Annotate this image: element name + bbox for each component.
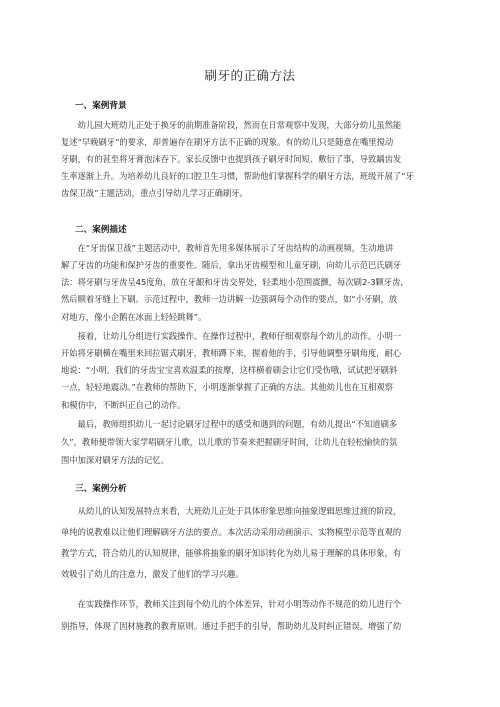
page-title: 刷牙的正确方法: [204, 68, 296, 83]
paragraph-line: 然后顺着牙缝上下刷。示范过程中，教师一边讲解一边强调每个动作的要点，如“小牙刷，放: [61, 294, 398, 304]
paragraph-line: 一点，轻轻地震动。”在教师的帮助下，小明逐渐掌握了正确的方法。其他幼儿也在互相观察: [61, 382, 394, 392]
paragraph-line: 复述“早晚刷牙”的要求，却普遍存在刷牙方法不正确的现象。有的幼儿只是随意在嘴里搅动: [61, 137, 394, 147]
paragraph-line: 生率逐渐上升。为培养幼儿良好的口腔卫生习惯，帮助他们掌握科学的刷牙方法，班级开展了“牙: [61, 171, 414, 181]
paragraph-line: 法：将牙刷与牙齿呈45度角，放在牙龈和牙齿交界处，轻柔地小范围震颤，每次刷2-3颗牙齿，: [61, 277, 409, 287]
paragraph-line: 在实践操作环节，教师关注到每个幼儿的个体差异，针对小明等动作不规范的幼儿进行个: [61, 599, 402, 609]
paragraph-line: 开始将牙刷横在嘴里来回拉锯式刷牙，教师蹲下来，握着他的手，引导他调整牙刷角度，耐心: [61, 348, 402, 358]
paragraph-line: 对地方，像小企鹅在冰面上轻轻跳舞”。: [61, 312, 207, 322]
paragraph-line: 教学方式，符合幼儿的认知规律，能够将抽象的刷牙知识转化为幼儿易于理解的具体形象，有: [61, 548, 402, 558]
paragraph-line: 齿保卫战”主题活动，重点引导幼儿学习正确刷牙。: [61, 188, 248, 198]
paragraph-line: 别指导，体现了因材施教的教育原则。通过手把手的引导，帮助幼儿及时纠正错误，增强了幼: [61, 621, 402, 631]
paragraph-line: 单纯的说教难以让他们理解刷牙方法的要点。本次活动采用动画演示、实物模型示范等直观的: [61, 527, 402, 537]
paragraph-line: 从幼儿的认知发展特点来看，大班幼儿正处于具体形象思维向抽象逻辑思维过渡的阶段，: [61, 506, 402, 516]
paragraph-line: 效吸引了幼儿的注意力，激发了他们的学习兴趣。: [61, 569, 244, 579]
paragraph-line: 牙刷，有的甚至将牙膏泡沫吞下。家长反馈中也提到孩子刷牙时间短、敷衍了事，导致龋齿发: [61, 154, 402, 164]
paragraph-line: 最后，教师组织幼儿一起讨论刷牙过程中的感受和遇到的问题，有幼儿提出“不知道刷多: [61, 419, 398, 429]
paragraph-line: 围中加深对刷牙方法的记忆。: [61, 455, 169, 465]
paragraph-line: 接着，让幼儿分组进行实践操作。在操作过程中，教师仔细观察每个幼儿的动作。小明一: [61, 331, 402, 341]
paragraph-line: 在“牙齿保卫战”主题活动中，教师首先用多媒体展示了牙齿结构的动画视频，生动地讲: [61, 243, 394, 253]
paragraph-line: 幼儿园大班幼儿正处于换牙的前期准备阶段，然而在日常观察中发现，大部分幼儿虽然能: [61, 120, 402, 130]
section-heading-background: 一、案例背景: [75, 101, 127, 111]
paragraph-line: 久”，教师便带领大家学唱刷牙儿歌，以儿歌的节奏来把握刷牙时间，让幼儿在轻松愉快的氛: [61, 437, 398, 447]
section-heading-analysis: 三、案例分析: [75, 484, 127, 494]
section-heading-description: 二、案例描述: [75, 225, 127, 235]
paragraph-line: 地说：“小明，我们的牙齿宝宝喜欢温柔的按摩，这样横着刷会让它们受伤哦，试试把牙刷斜: [61, 365, 398, 375]
paragraph-line: 和模仿中，不断纠正自己的动作。: [61, 400, 186, 410]
paragraph-line: 解了牙齿的功能和保护牙齿的重要性。随后，拿出牙齿模型和儿童牙刷，向幼儿示范巴氏刷牙: [61, 260, 402, 270]
